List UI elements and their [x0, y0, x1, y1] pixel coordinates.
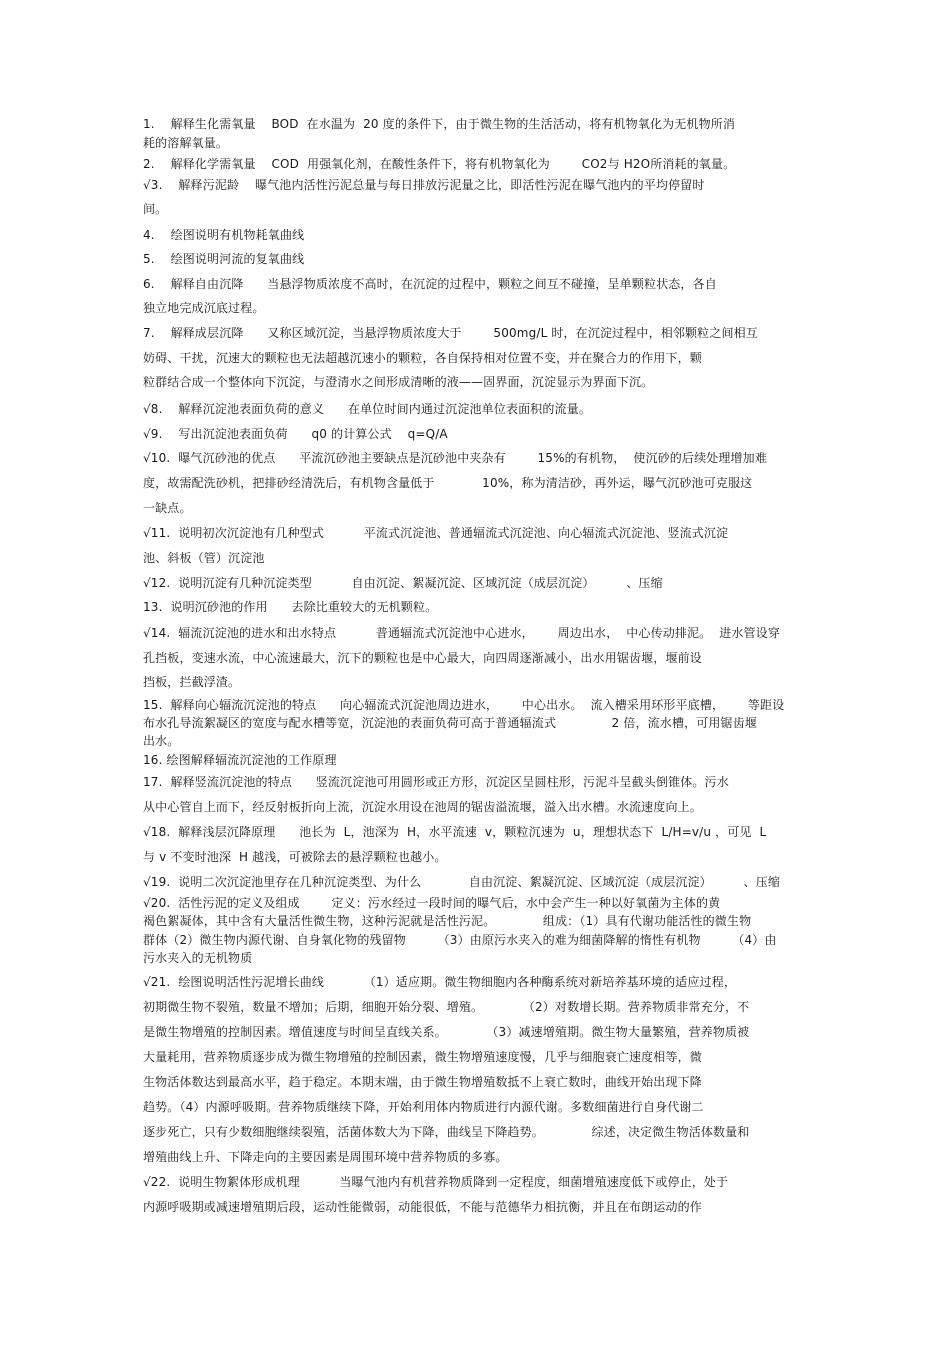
text-line-q22: √22. 说明生物絮体形成机理 当曝气池内有机营养物质降到一定程度，细菌增殖速度低下或停止，处于 — [143, 1175, 729, 1189]
text-line-q14-cont1: 孔挡板，变速水流，中心流速最大，沉下的颗粒也是中心最大，向四周逐渐减小，出水用锯齿堰，堰前设 — [143, 651, 702, 665]
text-line-q4: 4. 绘图说明有机物耗氧曲线 — [143, 228, 305, 242]
text-line-q16: 16. 绘图解释辐流沉淀池的工作原理 — [143, 753, 337, 767]
text-line-q15: 15. 解释向心辐流沉淀池的特点 向心辐流式沉淀池周边进水， 中心出水。 流入槽采用环形平底槽， 等距设 — [143, 698, 785, 712]
text-line-q7: 7. 解释成层沉降 又称区域沉淀，当悬浮物质浓度大于 500mg/L 时，在沉淀过程中，相邻颗粒之间相互 — [143, 326, 758, 340]
text-line-q10: √10. 曝气沉砂池的优点 平流沉砂池主要缺点是沉砂池中夹杂有 15%的有机物， 使沉砂的后续处理增加难 — [143, 451, 767, 465]
text-line-q6-cont: 独立地完成沉底过程。 — [143, 301, 265, 315]
text-line-q6: 6. 解释自由沉降 当悬浮物质浓度不高时，在沉淀的过程中，颗粒之间互不碰撞，呈单颗粒状态，各自 — [143, 277, 717, 291]
text-line-q1: 1. 解释生化需氧量 BOD 在水温为 20 度的条件下，由于微生物的生活活动，将有机物氧化为无机物所消 — [143, 117, 736, 131]
text-line-q21-cont1: 初期微生物不裂殖，数量不增加；后期，细胞开始分裂、增殖。 （2）对数增长期。营养物质非常充分，不 — [143, 1000, 750, 1014]
text-line-q14: √14. 辐流沉淀池的进水和出水特点 普通辐流式沉淀池中心进水， 周边出水， 中心传动排泥。 进水管设穿 — [143, 626, 781, 640]
text-line-q21-cont3: 大量耗用，营养物质逐步成为微生物增殖的控制因素，微生物增殖速度慢，几乎与细胞衰亡速度相等，微 — [143, 1050, 702, 1064]
text-line-q22-cont: 内源呼吸期或减速增殖期后段，运动性能微弱，动能很低，不能与范德华力相抗衡，并且在布朗运动的作 — [143, 1200, 702, 1214]
text-line-q10-cont2: 一缺点。 — [143, 501, 192, 515]
text-line-q8: √8. 解释沉淀池表面负荷的意义 在单位时间内通过沉淀池单位表面积的流量。 — [143, 402, 591, 416]
text-line-q3: √3. 解释污泥龄 曝气池内活性污泥总量与每日排放污泥量之比，即活性污泥在曝气池内的平均停留时 — [143, 178, 705, 192]
text-line-q7-cont1: 妨碍、干扰，沉速大的颗粒也无法超越沉速小的颗粒，各自保持相对位置不变，并在聚合力的作用下，颗 — [143, 351, 702, 365]
text-line-q19: √19. 说明二次沉淀池里存在几种沉淀类型、为什么 自由沉淀、絮凝沉淀、区域沉淀（成层沉淀） 、压缩 — [143, 875, 781, 889]
text-line-q17: 17. 解释竖流沉淀池的特点 竖流沉淀池可用圆形或正方形，沉淀区呈圆柱形，污泥斗呈截头倒锥体。污水 — [143, 775, 729, 789]
text-line-q15-cont2: 出水。 — [143, 734, 180, 748]
text-line-q5: 5. 绘图说明河流的复氧曲线 — [143, 252, 305, 266]
text-line-q21-cont6: 逐步死亡，只有少数细胞继续裂殖，活菌体数大为下降，曲线呈下降趋势。 综述，决定微生物活体数量和 — [143, 1125, 750, 1139]
text-line-q17-cont: 从中心管自上而下，经反射板折向上流，沉淀水用设在池周的锯齿溢流堰，溢入出水槽。水流速度向上。 — [143, 800, 702, 814]
text-line-q20-cont1: 褐色絮凝体，其中含有大量活性微生物，这种污泥就是活性污泥。 组成：（1）具有代谢功能活性的微生物 — [143, 914, 752, 928]
text-line-q20: √20. 活性污泥的定义及组成 定义：污水经过一段时间的曝气后，水中会产生一种以好氧菌为主体的黄 — [143, 896, 721, 910]
text-line-q21: √21. 绘图说明活性污泥增长曲线 （1）适应期。微生物细胞内各种酶系统对新培养基环境的适应过程， — [143, 975, 736, 989]
text-line-q12: √12. 说明沉淀有几种沉淀类型 自由沉淀、絮凝沉淀、区域沉淀（成层沉淀） 、压缩 — [143, 576, 663, 590]
text-line-q15-cont1: 布水孔导流絮凝区的宽度与配水槽等宽，沉淀池的表面负荷可高于普通辐流式 2 倍，流水槽，可用锯齿堰 — [143, 716, 758, 730]
text-line-q11: √11. 说明初次沉淀池有几种型式 平流式沉淀池、普通辐流式沉淀池、向心辐流式沉淀池、竖流式沉淀 — [143, 526, 729, 540]
text-line-q21-cont7: 增殖曲线上升、下降走向的主要因素是周围环境中营养物质的多寡。 — [143, 1150, 508, 1164]
text-line-q18-cont: 与 v 不变时池深 H 越浅，可被除去的悬浮颗粒也越小。 — [143, 850, 447, 864]
text-line-q20-cont3: 污水夹入的无机物质 — [143, 951, 253, 965]
text-line-q20-cont2: 群体（2）微生物内源代谢、自身氧化物的残留物 （3）由原污水夹入的难为细菌降解的惰性有机物 （4）由 — [143, 933, 777, 947]
text-line-q11-cont: 池、斜板（管）沉淀池 — [143, 551, 265, 565]
text-line-q14-cont2: 挡板，拦截浮渣。 — [143, 675, 241, 689]
text-line-q3-cont: 间。 — [143, 202, 168, 216]
text-line-q7-cont2: 粒群结合成一个整体向下沉淀，与澄清水之间形成清晰的液——固界面，沉淀显示为界面下沉。 — [143, 375, 654, 389]
text-line-q21-cont5: 趋势。（4）内源呼吸期。营养物质继续下降，开始利用体内物质进行内源代谢。多数细菌进行自身代谢二 — [143, 1100, 704, 1114]
text-line-q21-cont2: 是微生物增殖的控制因素。增值速度与时间呈直线关系。 （3）减速增殖期。微生物大量繁殖，营养物质被 — [143, 1025, 750, 1039]
text-line-q21-cont4: 生物活体数达到最高水平，趋于稳定。本期末端，由于微生物增殖数抵不上衰亡数时，曲线开始出现下降 — [143, 1075, 702, 1089]
text-line-q13: 13. 说明沉砂池的作用 去除比重较大的无机颗粒。 — [143, 600, 438, 614]
text-line-q9: √9. 写出沉淀池表面负荷 q0 的计算公式 q=Q/A — [143, 427, 448, 441]
text-line-q10-cont1: 度，故需配洗砂机，把排砂经清洗后，有机物含量低于 10%，称为清洁砂，再外运，曝气沉砂池可克服这 — [143, 476, 753, 490]
text-line-q1-cont: 耗的溶解氧量。 — [143, 136, 229, 150]
text-line-q18: √18. 解释浅层沉降原理 池长为 L，池深为 H，水平流速 v，颗粒沉速为 u，理想状态下 L/H=v/u ，可见 L — [143, 825, 767, 839]
text-line-q2: 2. 解释化学需氧量 COD 用强氧化剂，在酸性条件下，将有机物氧化为 CO2与 H2O所消耗的氧量。 — [143, 157, 736, 171]
